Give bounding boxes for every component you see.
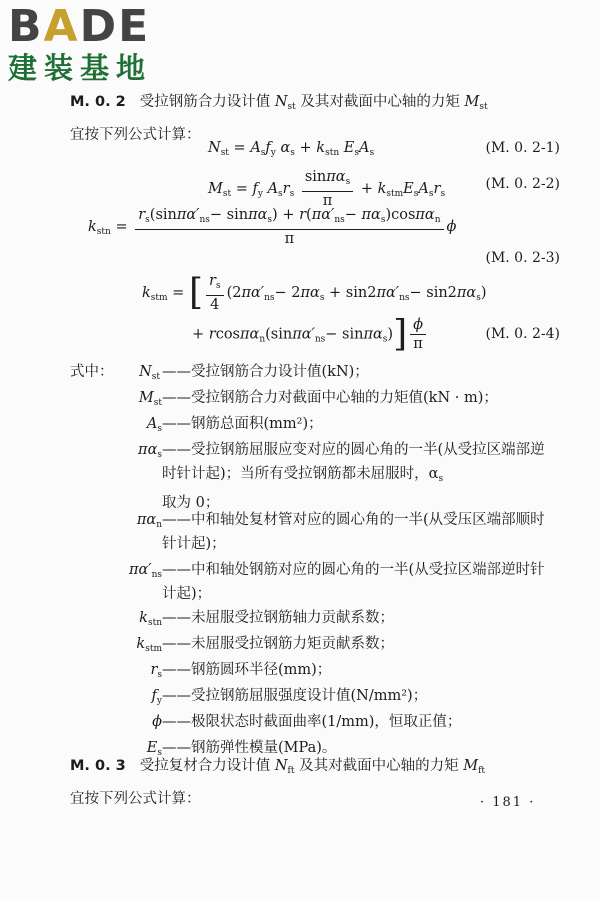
- logo-wordmark: B A D E: [8, 1, 151, 52]
- logo-subtitle: 建装基地: [8, 51, 153, 85]
- equation-number: (M. 0. 2-4): [485, 326, 560, 342]
- definition-n-st: 式中： $N_{st}$ ——受拉钢筋合力设计值(kN)；: [0, 360, 600, 384]
- definition-a-s: $A_s$ ——钢筋总面积(mm²)；: [146, 416, 323, 434]
- definition-f-y: $f_y$ ——受拉钢筋屈服强度设计值(N/mm²)；: [151, 688, 428, 706]
- page-number: · 181 ·: [480, 795, 536, 810]
- definition-pi-alpha-ns: $\pi\alpha'_{ns}$ ——中和轴处钢筋对应的圆心角的一半(从受拉区端部逆时针计起)；: [128, 562, 545, 602]
- equation-m-0-2-2: $M_{st} = f_y$ $A_sr_s$ $\frac{\sin\pi\alpha_s}{\pi}$ + $k_{stm}E_sA_sr_s$: [208, 169, 446, 209]
- definition-phi: ϕ ——极限状态时截面曲率(1/mm)，恒取正值；: [152, 714, 462, 730]
- bade-logo: [8, 1, 178, 85]
- definition-k-stm: $k_{stm}$ ——未屈服受拉钢筋力矩贡献系数；: [136, 636, 394, 654]
- equation-m-0-2-1: $N_{st} = A_sf_y$ $\alpha_s + k_{stn}$ $E_sA_s$: [208, 140, 375, 158]
- definition-e-s: $E_s$ ——钢筋弹性模量(MPa)。: [146, 740, 337, 758]
- equation-m-0-2-4-line1: $k_{stm}$ = [ $\frac{r_s}{4}$ $(2\pi\alpha'_{ns}- 2\pi\alpha_s + \sin 2\pi\alpha'_{ns}- \sin 2\pi\alpha_s)$: [142, 272, 487, 313]
- clause-number: M. 0. 2: [70, 94, 126, 110]
- clause-number: M. 0. 3: [70, 758, 126, 774]
- equation-m-0-2-4-line2: + $rcos\pi\alpha_n(\sin\pi\alpha'_{ns}- \sin\pi\alpha_s)$] $\frac{\phi}{\pi}$: [192, 316, 429, 353]
- definition-pi-alpha-s: $\pi\alpha_s$ ——受拉钢筋屈服应变对应的圆心角的一半(从受拉区端部逆时针计起)；当所有受拉钢筋都未屈服时，$\alpha_s$ 取为 0；: [138, 442, 545, 511]
- clause-m-0-3: M. 0. 3 受拉复材合力设计值 $N_{ft}$ 及其对截面中心轴的力矩 $M_{ft}$ 宜按下列公式计算：: [70, 758, 486, 807]
- equation-number: (M. 0. 2-2): [485, 176, 560, 192]
- definition-m-st: $M_{st}$ ——受拉钢筋合力对截面中心轴的力矩值(kN · m)；: [138, 390, 498, 408]
- definition-k-stn: $k_{stn}$ ——未屈服受拉钢筋轴力贡献系数；: [139, 610, 394, 628]
- equation-m-0-2-3: $k_{stn}$ = $\frac{r_s(\sin\pi\alpha'_{ns}- \sin\pi\alpha_s) + r(\pi\alpha'_{ns}- \pi\alpha_s)\cos\pi\alpha_n}{\pi}$ ϕ: [88, 207, 457, 247]
- definition-r-s: $r_s$ ——钢筋圆环半径(mm)；: [150, 662, 332, 680]
- clause-m-0-2: M. 0. 2 受拉钢筋合力设计值 $N_{st}$ 及其对截面中心轴的力矩 $M_{st}$ 宜按下列公式计算：: [70, 94, 488, 143]
- equation-number: (M. 0. 2-3): [485, 250, 560, 266]
- equation-number: (M. 0. 2-1): [485, 140, 560, 156]
- definition-pi-alpha-n: $\pi\alpha_n$ ——中和轴处复材管对应的圆心角的一半(从受压区端部顺时针计起)；: [136, 512, 545, 552]
- where-label: 式中：: [70, 364, 114, 380]
